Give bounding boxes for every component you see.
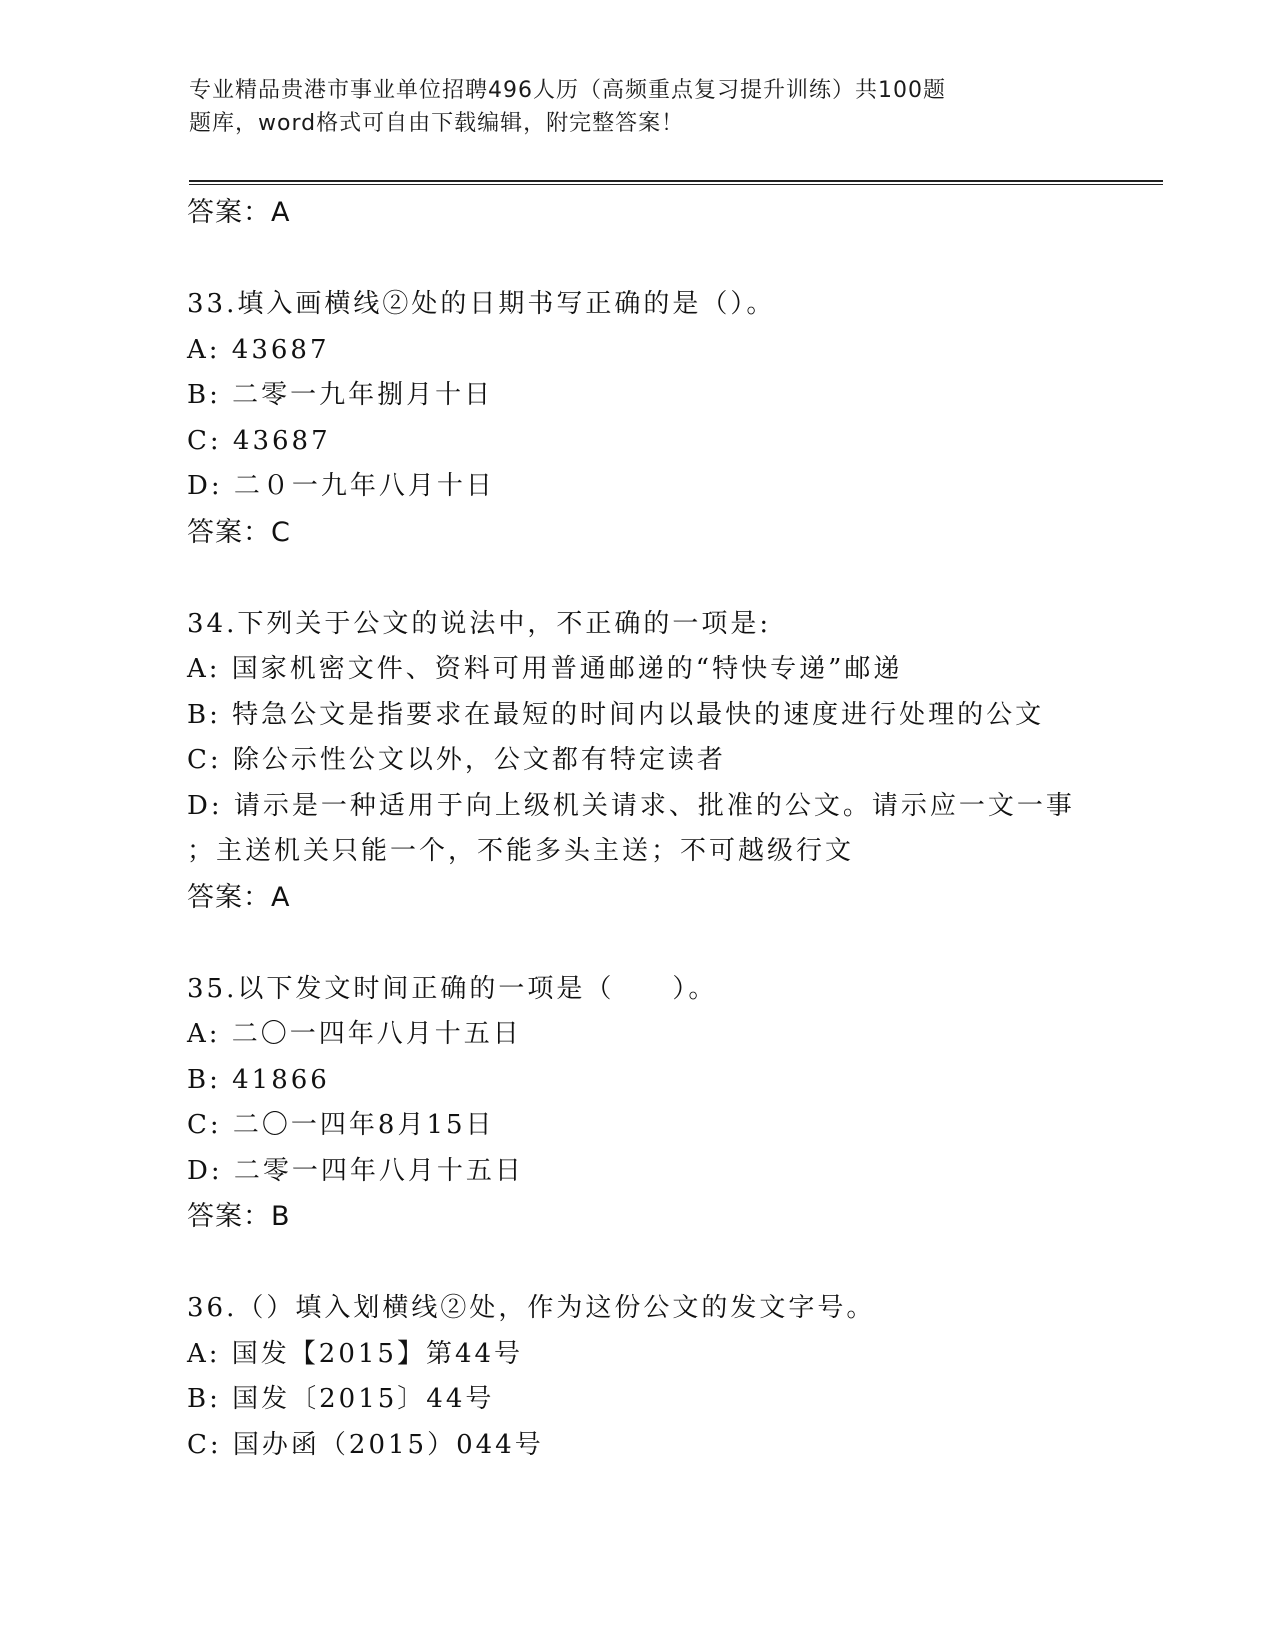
option-c: C: 除公示性公文以外，公文都有特定读者 [187,745,726,775]
option-d: D: 二０一九年八月十日 [187,471,495,501]
answer-label: 答案：A [187,197,291,228]
spacer [187,921,1167,967]
spacer [187,236,1167,282]
header-line-2: 题库，word格式可自由下载编辑，附完整答案！ [189,111,685,136]
question-list [187,190,1167,1468]
answer-label: 答案：A [187,881,291,913]
question-35 [187,967,1167,1241]
option-a: A: 43687 [187,334,330,365]
option-b: B: 二零一九年捌月十日 [187,380,494,410]
option-b: B: 特急公文是指要求在最短的时间内以最快的速度进行处理的公文 [187,699,1045,730]
question-33 [187,282,1167,556]
question-stem: 34.下列关于公文的说法中，不正确的一项是: [187,608,772,639]
question-36 [187,1286,1167,1468]
question-stem: 33.填入画横线②处的日期书写正确的是（）。 [187,289,776,319]
question-34 [187,602,1167,921]
answer-label: 答案：C [187,516,291,548]
option-a: A: 国发【2015】第44号 [187,1338,524,1369]
header-line-1: 专业精品贵港市事业单位招聘496人历（高频重点复习提升训练）共100题 [189,78,946,103]
question-stem: 36.（）填入划横线②处，作为这份公文的发文字号。 [187,1293,876,1323]
option-c: C: 国办函（2015）044号 [187,1429,544,1460]
option-c: C: 43687 [187,425,331,456]
header-divider-thin [189,184,1163,185]
option-d: D: 请示是一种适用于向上级机关请求、批准的公文。请示应一文一事 ；主送机关只能一个，不能多头主送；不可越级行文 [187,790,1075,866]
header-divider [189,180,1163,182]
option-a: A: 国家机密文件、资料可用普通邮递的“特快专递”邮递 [187,654,903,684]
option-c: C: 二〇一四年8月15日 [187,1110,495,1140]
option-b: B: 国发〔2015〕44号 [187,1384,495,1414]
answer-label: 答案：B [187,1201,291,1232]
option-d: D: 二零一四年八月十五日 [187,1155,524,1186]
option-a: A: 二〇一四年八月十五日 [187,1019,522,1049]
spacer [187,556,1167,602]
spacer [187,1240,1167,1286]
document-header [189,74,1089,140]
question-stem: 35.以下发文时间正确的一项是（ ）。 [187,973,718,1004]
option-b: B: 41866 [187,1064,330,1095]
